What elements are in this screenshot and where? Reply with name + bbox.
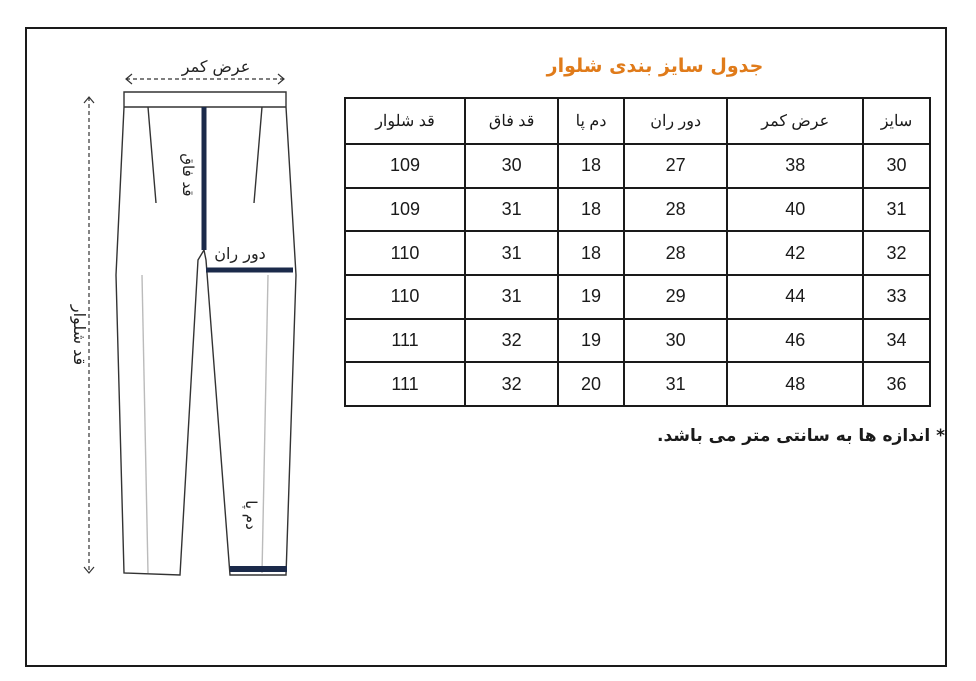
header-waist: عرض کمر <box>727 98 862 144</box>
size-table <box>344 97 931 407</box>
header-size: سایز <box>863 98 930 144</box>
cell-rise: 30 <box>465 144 558 188</box>
cell-rise: 32 <box>465 319 558 363</box>
cell-waist: 42 <box>727 231 862 275</box>
cell-thigh: 27 <box>624 144 728 188</box>
cell-size: 32 <box>863 231 930 275</box>
cell-length: 109 <box>345 188 465 232</box>
trousers-diagram <box>40 45 340 605</box>
cell-hem: 19 <box>558 275 624 319</box>
cell-rise: 31 <box>465 188 558 232</box>
table-row <box>345 362 930 406</box>
cell-length: 109 <box>345 144 465 188</box>
header-length: قد شلوار <box>345 98 465 144</box>
cell-length: 111 <box>345 319 465 363</box>
table-header-row <box>345 98 930 144</box>
rise-label: قد فاق <box>179 153 197 197</box>
cell-size: 33 <box>863 275 930 319</box>
table-row <box>345 231 930 275</box>
hem-label: دم پا <box>242 500 260 530</box>
table-row <box>345 144 930 188</box>
cell-rise: 32 <box>465 362 558 406</box>
cell-size: 34 <box>863 319 930 363</box>
table-row <box>345 188 930 232</box>
cell-thigh: 29 <box>624 275 728 319</box>
cell-rise: 31 <box>465 275 558 319</box>
cell-thigh: 28 <box>624 188 728 232</box>
cell-length: 110 <box>345 231 465 275</box>
cell-thigh: 30 <box>624 319 728 363</box>
table-row <box>345 319 930 363</box>
cell-thigh: 28 <box>624 231 728 275</box>
cell-length: 111 <box>345 362 465 406</box>
cell-length: 110 <box>345 275 465 319</box>
thigh-label: دور ران <box>214 244 266 263</box>
cell-size: 36 <box>863 362 930 406</box>
cell-waist: 38 <box>727 144 862 188</box>
cell-waist: 48 <box>727 362 862 406</box>
cell-waist: 40 <box>727 188 862 232</box>
header-thigh: دور ران <box>624 98 728 144</box>
cell-waist: 44 <box>727 275 862 319</box>
header-hem: دم پا <box>558 98 624 144</box>
length-label: قد شلوار <box>70 304 89 366</box>
cell-waist: 46 <box>727 319 862 363</box>
waist-label: عرض کمر <box>181 57 251 76</box>
cell-hem: 19 <box>558 319 624 363</box>
page-title: جدول سایز بندی شلوار <box>546 55 764 77</box>
cell-thigh: 31 <box>624 362 728 406</box>
cell-hem: 18 <box>558 188 624 232</box>
cell-size: 31 <box>863 188 930 232</box>
cell-hem: 18 <box>558 144 624 188</box>
table-row <box>345 275 930 319</box>
cell-rise: 31 <box>465 231 558 275</box>
header-rise: قد فاق <box>465 98 558 144</box>
cell-hem: 20 <box>558 362 624 406</box>
cell-hem: 18 <box>558 231 624 275</box>
units-note: * اندازه ها به سانتی متر می باشد. <box>656 426 945 446</box>
cell-size: 30 <box>863 144 930 188</box>
